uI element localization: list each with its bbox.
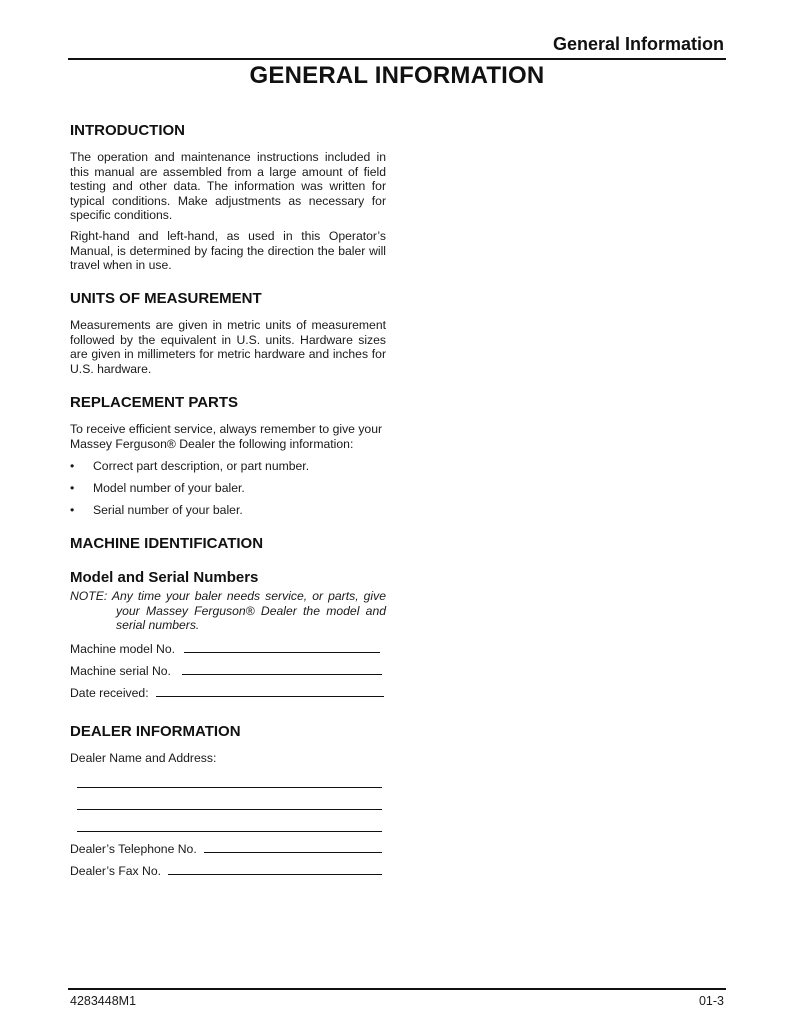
list-item-text: Model number of your baler. <box>93 481 245 496</box>
running-header-title: General Information <box>552 34 724 54</box>
units-heading: UNITS OF MEASUREMENT <box>70 290 262 307</box>
bullet-icon: • <box>70 481 75 496</box>
units-section <box>70 290 386 376</box>
introduction-section <box>70 122 386 273</box>
dealer-fax-label: Dealer’s Fax No. <box>70 863 161 878</box>
dealer-fax-entry-line[interactable] <box>168 862 382 875</box>
service-note: NOTE: Any time your baler needs service, or parts, give your Massey Ferguson® Dealer the model and serial numbers. <box>70 589 386 633</box>
header-rule <box>68 58 726 60</box>
bullet-icon: • <box>70 459 75 474</box>
machine-serial-entry-line[interactable] <box>182 662 382 675</box>
list-item <box>70 481 386 503</box>
machine-model-label: Machine model No. <box>70 641 175 656</box>
page-number: 01-3 <box>698 994 724 1008</box>
dealer-phone-entry-line[interactable] <box>204 840 382 853</box>
machine-model-field <box>70 640 386 662</box>
list-item <box>70 503 386 525</box>
dealer-information-section <box>70 723 386 884</box>
introduction-paragraph-1: The operation and maintenance instructions included in this manual are assembled from a large amount of field testing and other data. The information was written for typical conditions. Make adjustments as necessary for specific conditions. <box>70 150 386 223</box>
dealer-fax-field <box>70 862 386 884</box>
dealer-information-heading: DEALER INFORMATION <box>70 723 241 740</box>
dealer-phone-field <box>70 840 386 862</box>
date-received-field <box>70 684 386 706</box>
machine-identification-heading: MACHINE IDENTIFICATION <box>70 535 264 552</box>
dealer-name-label: Dealer Name and Address: <box>70 751 217 765</box>
dealer-address-line[interactable] <box>77 810 382 832</box>
footer-rule <box>68 988 726 990</box>
model-serial-subheading: Model and Serial Numbers <box>70 569 259 586</box>
document-number: 4283448M1 <box>70 994 137 1008</box>
dealer-phone-label: Dealer’s Telephone No. <box>70 841 197 856</box>
list-item-text: Serial number of your baler. <box>93 503 243 518</box>
introduction-paragraph-2: Right-hand and left-hand, as used in this Operator’s Manual, is determined by facing the direction the baler will travel when in use. <box>70 228 386 273</box>
replacement-parts-paragraph: To receive efficient service, always remember to give your Massey Ferguson® Dealer the following information: <box>70 422 383 451</box>
list-item <box>70 459 386 481</box>
replacement-parts-section <box>70 394 386 525</box>
replacement-parts-heading: REPLACEMENT PARTS <box>70 394 239 411</box>
machine-identification-section <box>70 535 386 706</box>
list-item-text: Correct part description, or part number. <box>93 459 310 474</box>
machine-serial-label: Machine serial No. <box>70 663 171 678</box>
bullet-icon: • <box>70 503 75 518</box>
machine-model-entry-line[interactable] <box>184 640 380 653</box>
date-received-label: Date received: <box>70 685 149 700</box>
date-received-entry-line[interactable] <box>156 684 384 697</box>
dealer-address-line[interactable] <box>77 766 382 788</box>
units-paragraph: Measurements are given in metric units of measurement followed by the equivalent in U.S. units. Hardware sizes are given in millimeters for metric hardware and inches for U.S. hardware. <box>70 318 386 376</box>
dealer-address-line[interactable] <box>77 788 382 810</box>
machine-serial-field <box>70 662 386 684</box>
page-title: GENERAL INFORMATION <box>249 62 545 89</box>
introduction-heading: INTRODUCTION <box>70 122 185 139</box>
